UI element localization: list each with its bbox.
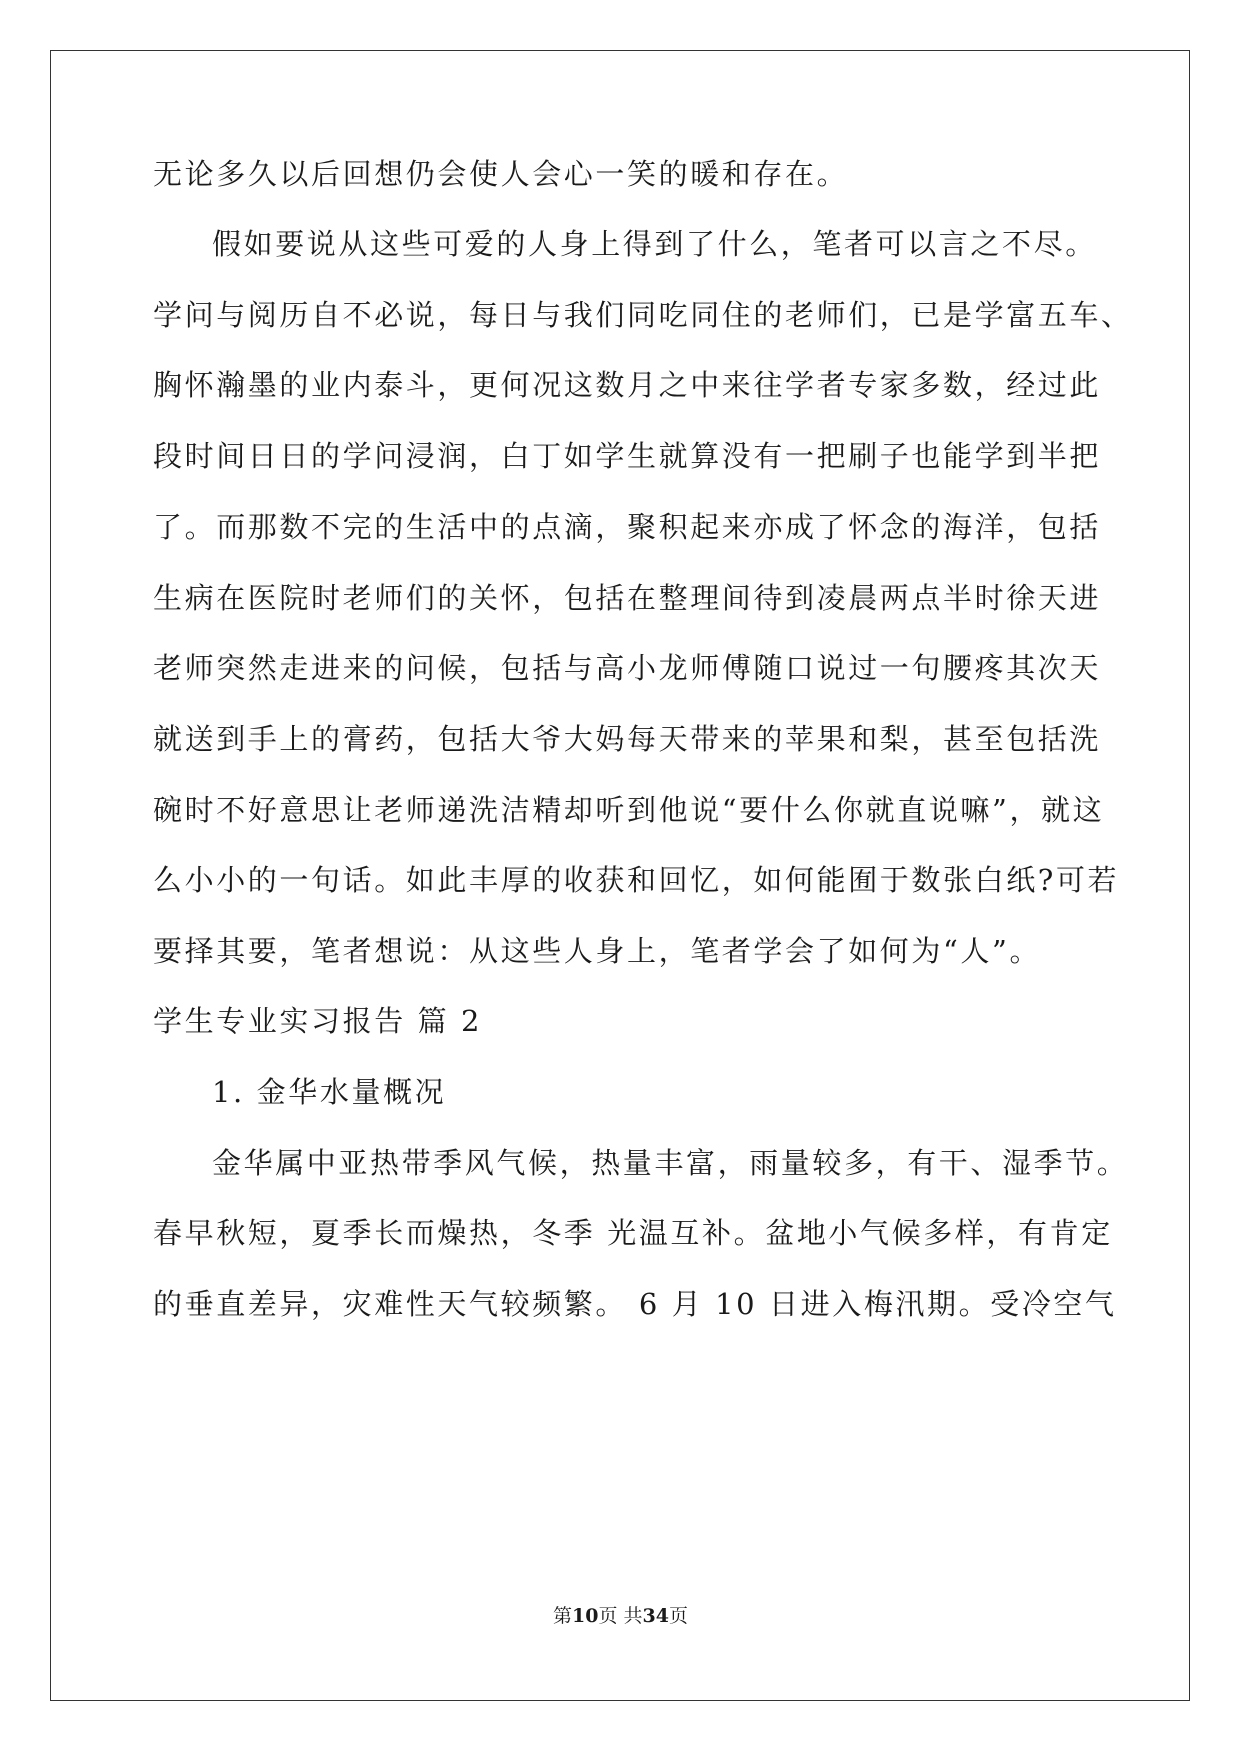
text-line-9: 就送到手上的膏药，包括大爷大妈每天带来的苹果和梨，甚至包括洗 — [153, 722, 1102, 756]
page-footer — [0, 1604, 1241, 1628]
text-line-4: 胸怀瀚墨的业内泰斗，更何况这数月之中来往学者专家多数，经过此 — [153, 368, 1102, 402]
text-line-7: 生病在医院时老师们的关怀，包括在整理间待到凌晨两点半时徐天进 — [153, 581, 1102, 615]
text-line-8: 老师突然走进来的问候，包括与高小龙师傅随口说过一句腰疼其次天 — [153, 651, 1102, 685]
text-line-11: 么小小的一句话。如此丰厚的收获和回忆，如何能囿于数张白纸?可若 — [153, 863, 1120, 897]
section-heading: 学生专业实习报告 篇 2 — [153, 1004, 483, 1038]
footer-suffix: 页 — [668, 1605, 688, 1627]
footer-page-number: 10 — [572, 1605, 599, 1627]
text-line-3: 学问与阅历自不必说，每日与我们同吃同住的老师们，已是学富五车、 — [153, 298, 1133, 332]
footer-total-pages: 34 — [642, 1605, 669, 1627]
text-line-1: 无论多久以后回想仍会使人会心一笑的暖和存在。 — [153, 157, 849, 191]
text-line-10: 碗时不好意思让老师递洗洁精却听到他说“要什么你就直说嘛”，就这 — [153, 793, 1105, 827]
text-line-2: 假如要说从这些可爱的人身上得到了什么，笔者可以言之不尽。 — [212, 227, 1097, 261]
text-line-17: 的垂直差异，灾难性天气较频繁。 6 月 10 日进入梅汛期。受冷空气 — [153, 1287, 1117, 1321]
subheading: 1. 金华水量概况 — [212, 1075, 447, 1109]
footer-prefix: 第 — [553, 1605, 573, 1627]
text-line-15: 金华属中亚热带季风气候，热量丰富，雨量较多，有干、湿季节。 — [212, 1146, 1129, 1180]
text-line-6: 了。而那数不完的生活中的点滴，聚积起来亦成了怀念的海洋，包括 — [153, 510, 1102, 544]
text-line-12: 要择其要，笔者想说：从这些人身上，笔者学会了如何为“人”。 — [153, 934, 1042, 968]
text-line-16: 春早秋短，夏季长而燥热，冬季 光温互补。盆地小气候多样，有肯定 — [153, 1216, 1113, 1250]
text-line-5: 段时间日日的学问浸润，白丁如学生就算没有一把刷子也能学到半把 — [153, 439, 1102, 473]
footer-mid: 页 共 — [598, 1605, 643, 1627]
